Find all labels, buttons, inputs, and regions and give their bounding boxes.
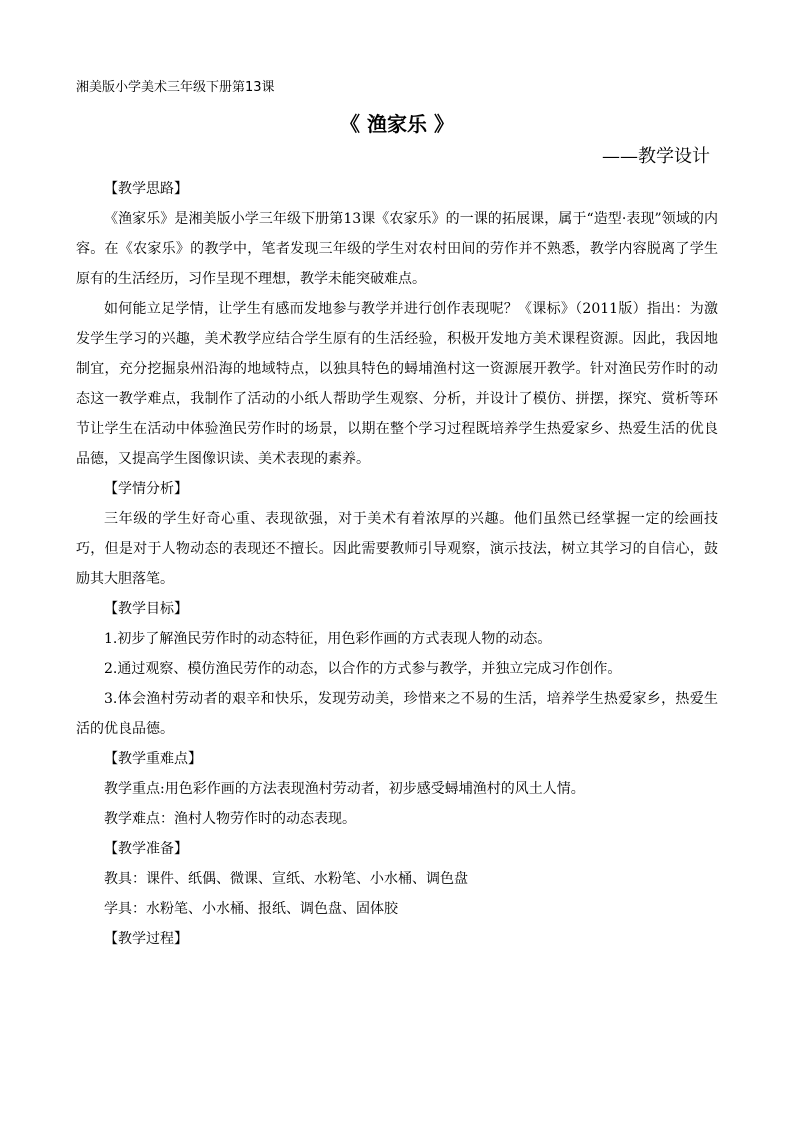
section-heading-thinking: 【教学思路】 <box>104 181 188 197</box>
section-heading-preparation: 【教学准备】 <box>104 841 188 857</box>
thinking-paragraph-2: 如何能立足学情，让学生有感而发地参与教学并进行创作表现呢？《课标》（2011版）指出：为激发学生学习的兴趣，美术教学应结合学生原有的生活经验，积极开发地方美术课程资源。因此，我因地制宜，充分挖掘泉州沿海的地域特点，以独具特色的蟳埔渔村这一资源展开教学。针对渔民劳作时的动态这一教学难点，我制作了活动的小纸人帮助学生观察、分析，并设计了模仿、拼摆，探究、赏析等环节让学生在活动中体验渔民劳作时的场景，以期在整个学习过程既培养学生热爱家乡、热爱生活的优良品德，又提高学生图像识读、美术表现的素养。 <box>76 301 718 467</box>
thinking-paragraph-1: 《渔家乐》是湘美版小学三年级下册第13课《农家乐》的一课的拓展课，属于“造型·表现”领域的内容。在《农家乐》的教学中，笔者发现三年级的学生对农村田间的劳作并不熟悉，教学内容脱离了学生原有的生活经历，习作呈现不理想，教学未能突破难点。 <box>76 211 718 287</box>
objective-item-1: 1.初步了解渔民劳作时的动态特征，用色彩作画的方式表现人物的动态。 <box>104 631 552 647</box>
section-heading-objectives: 【教学目标】 <box>104 601 188 617</box>
lesson-title: 《 渔家乐 》 <box>340 112 454 136</box>
objective-item-3: 3.体会渔村劳动者的艰辛和快乐，发现劳动美，珍惜来之不易的生活，培养学生热爱家乡，热爱生活的优良品德。 <box>76 691 718 737</box>
section-heading-key-points: 【教学重难点】 <box>104 751 202 767</box>
lesson-subtitle: ——教学设计 <box>602 146 710 167</box>
teacher-tools: 教具：课件、纸偶、微课、宣纸、水粉笔、小水桶、调色盘 <box>104 871 468 887</box>
section-heading-analysis: 【学情分析】 <box>104 481 188 497</box>
student-tools: 学具：水粉笔、小水桶、报纸、调色盘、固体胶 <box>104 901 398 917</box>
document-body <box>76 78 718 954</box>
section-heading-process: 【教学过程】 <box>104 931 188 947</box>
course-header-line: 湘美版小学美术三年级下册第13课 <box>76 80 275 95</box>
objective-item-2: 2.通过观察、模仿渔民劳作的动态，以合作的方式参与教学，并独立完成习作创作。 <box>104 661 622 677</box>
teaching-difficulty: 教学难点：渔村人物劳作时的动态表现。 <box>104 811 356 827</box>
analysis-paragraph: 三年级的学生好奇心重、表现欲强，对于美术有着浓厚的兴趣。他们虽然已经掌握一定的绘画技巧，但是对于人物动态的表现还不擅长。因此需要教师引导观察，演示技法，树立其学习的自信心，鼓励其大胆落笔。 <box>76 511 718 587</box>
teaching-focus: 教学重点:用色彩作画的方法表现渔村劳动者，初步感受蟳埔渔村的风土人情。 <box>104 781 585 797</box>
